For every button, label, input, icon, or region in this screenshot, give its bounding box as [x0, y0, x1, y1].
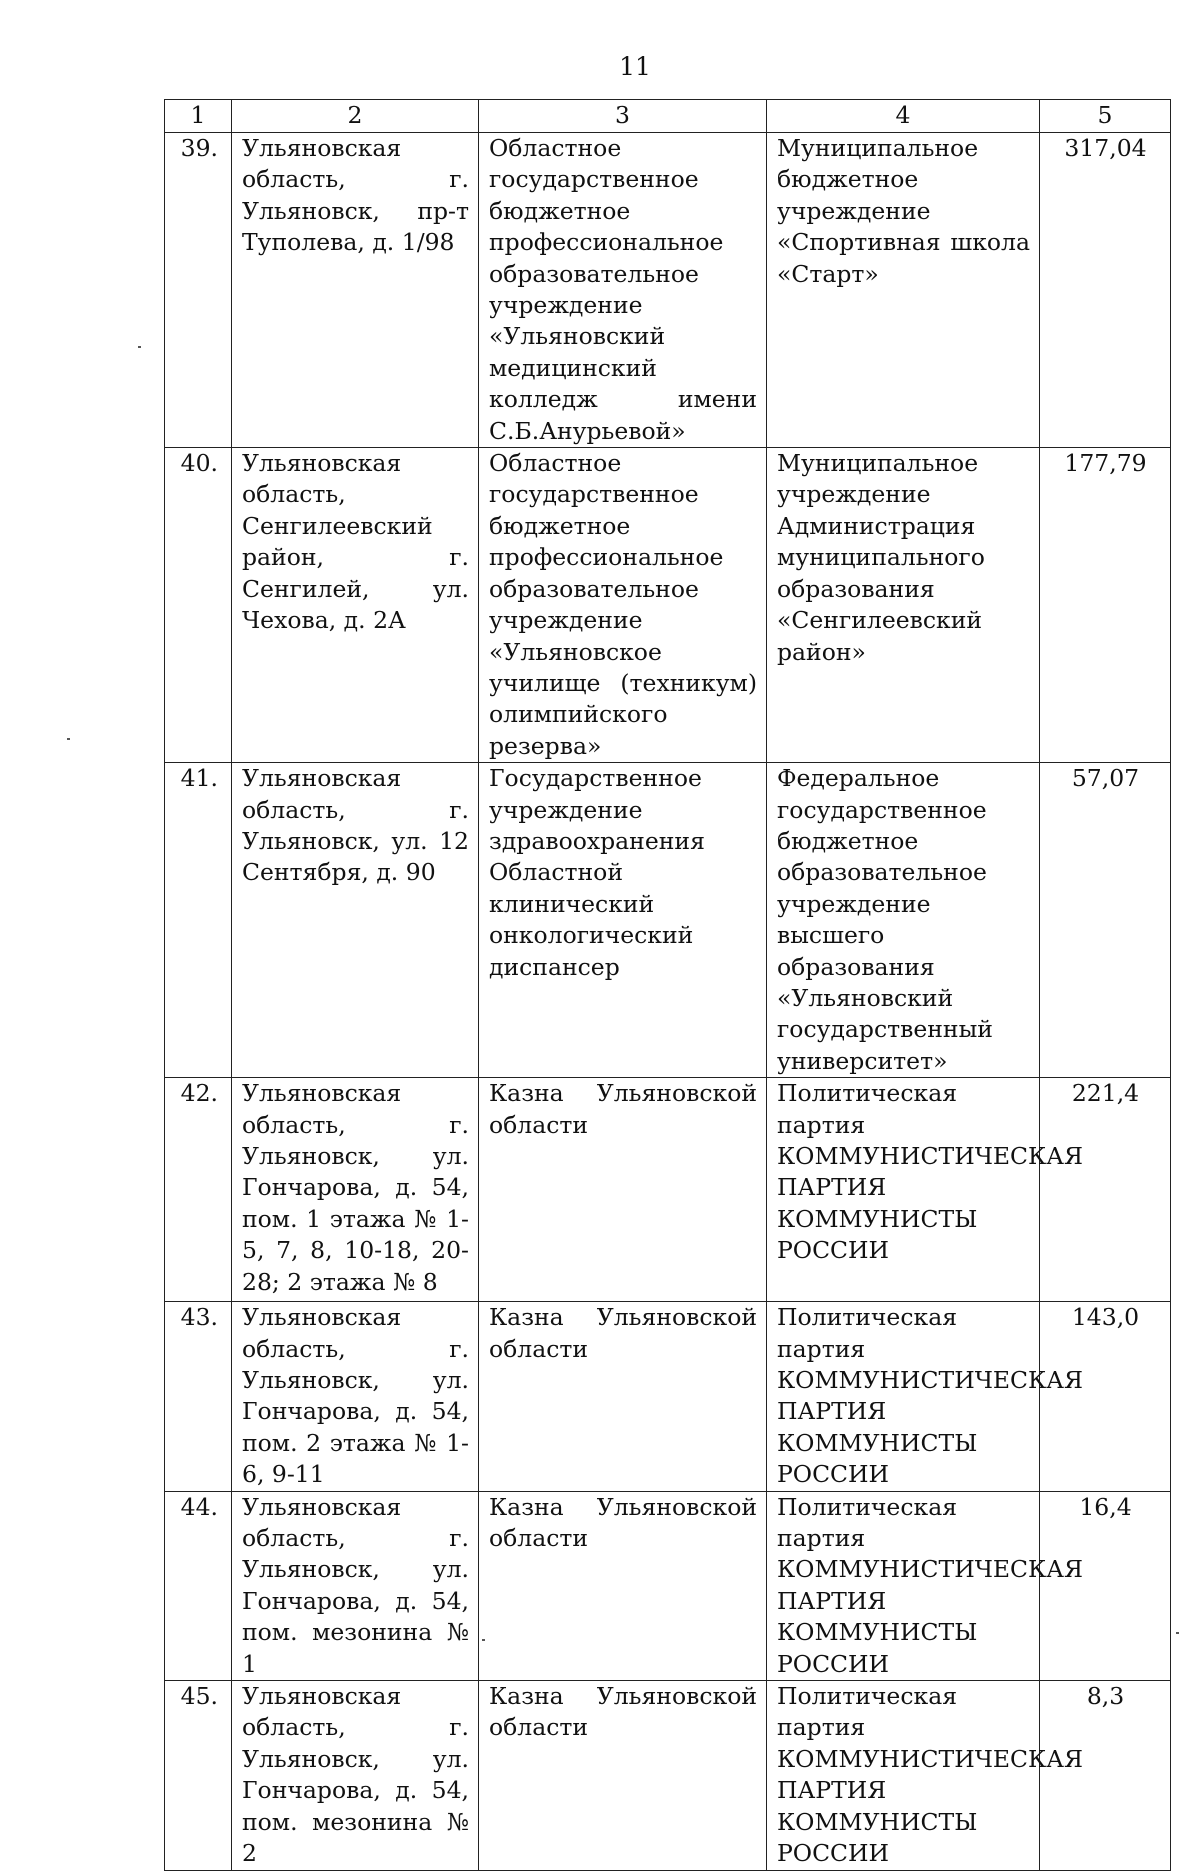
scan-speck: [138, 346, 141, 348]
holder-cell: Казна Ульяновской области: [479, 1078, 767, 1302]
table-row: [165, 1681, 1171, 1870]
page-number: 11: [619, 52, 651, 81]
user-cell: Политическая партия КОММУНИСТИЧЕСКАЯ ПАРТИЯ КОММУНИСТЫ РОССИИ: [767, 1491, 1040, 1680]
table-row: [165, 133, 1171, 448]
column-header-1: 1: [165, 100, 232, 133]
column-header-3: 3: [479, 100, 767, 133]
area-cell: 143,0: [1040, 1302, 1171, 1491]
holder-cell: Областное государственное бюджетное профессиональное образовательное учреждение «Ульяновский медицинский колледж имени С.Б.Анурьевой»: [479, 133, 767, 448]
address-cell: Ульяновская область, г. Ульяновск, ул. Гончарова, д. 54, пом. мезонина № 2: [232, 1681, 479, 1870]
area-cell: 16,4: [1040, 1491, 1171, 1680]
holder-cell: Казна Ульяновской области: [479, 1681, 767, 1870]
scan-speck: [1176, 1632, 1179, 1634]
holder-cell: Казна Ульяновской области: [479, 1491, 767, 1680]
scan-speck: [482, 1639, 485, 1641]
address-cell: Ульяновская область, г. Ульяновск, ул. 12 Сентября, д. 90: [232, 763, 479, 1078]
row-number: 44.: [165, 1491, 232, 1680]
address-cell: Ульяновская область, г. Ульяновск, ул. Гончарова, д. 54, пом. 1 этажа № 1-5, 7, 8, 10-18, 20-28; 2 этажа № 8: [232, 1078, 479, 1302]
user-cell: Политическая партия КОММУНИСТИЧЕСКАЯ ПАРТИЯ КОММУНИСТЫ РОССИИ: [767, 1078, 1040, 1302]
holder-cell: Государственное учреждение здравоохранения Областной клинический онкологический диспансер: [479, 763, 767, 1078]
user-cell: Политическая партия КОММУНИСТИЧЕСКАЯ ПАРТИЯ КОММУНИСТЫ РОССИИ: [767, 1302, 1040, 1491]
user-cell: Муниципальное бюджетное учреждение «Спортивная школа «Старт»: [767, 133, 1040, 448]
area-cell: 57,07: [1040, 763, 1171, 1078]
address-cell: Ульяновская область, г. Ульяновск, пр-т Туполева, д. 1/98: [232, 133, 479, 448]
property-table: [164, 99, 1171, 1871]
row-number: 40.: [165, 448, 232, 763]
area-cell: 177,79: [1040, 448, 1171, 763]
user-cell: Федеральное государственное бюджетное образовательное учреждение высшего образования «Ульяновский государственный университет»: [767, 763, 1040, 1078]
area-cell: 221,4: [1040, 1078, 1171, 1302]
holder-cell: Казна Ульяновской области: [479, 1302, 767, 1491]
area-cell: 317,04: [1040, 133, 1171, 448]
table-header: [165, 100, 1171, 133]
row-number: 43.: [165, 1302, 232, 1491]
table-row: [165, 1078, 1171, 1302]
column-header-2: 2: [232, 100, 479, 133]
header-row: [165, 100, 1171, 133]
table-row: [165, 448, 1171, 763]
column-header-4: 4: [767, 100, 1040, 133]
user-cell: Муниципальное учреждение Администрация муниципального образования «Сенгилеевский район»: [767, 448, 1040, 763]
area-cell: 8,3: [1040, 1681, 1171, 1870]
row-number: 39.: [165, 133, 232, 448]
column-header-5: 5: [1040, 100, 1171, 133]
table-row: [165, 1491, 1171, 1680]
address-cell: Ульяновская область, г. Ульяновск, ул. Гончарова, д. 54, пом. мезонина № 1: [232, 1491, 479, 1680]
table-row: [165, 763, 1171, 1078]
row-number: 41.: [165, 763, 232, 1078]
table-row: [165, 1302, 1171, 1491]
address-cell: Ульяновская область, г. Ульяновск, ул. Гончарова, д. 54, пом. 2 этажа № 1-6, 9-11: [232, 1302, 479, 1491]
scan-speck: [67, 738, 70, 740]
user-cell: Политическая партия КОММУНИСТИЧЕСКАЯ ПАРТИЯ КОММУНИСТЫ РОССИИ: [767, 1681, 1040, 1870]
table-body: [165, 133, 1171, 1871]
holder-cell: Областное государственное бюджетное профессиональное образовательное учреждение «Ульяновское училище (техникум) олимпийского резерва»: [479, 448, 767, 763]
row-number: 45.: [165, 1681, 232, 1870]
row-number: 42.: [165, 1078, 232, 1302]
address-cell: Ульяновская область, Сенгилеевский район, г. Сенгилей, ул. Чехова, д. 2А: [232, 448, 479, 763]
